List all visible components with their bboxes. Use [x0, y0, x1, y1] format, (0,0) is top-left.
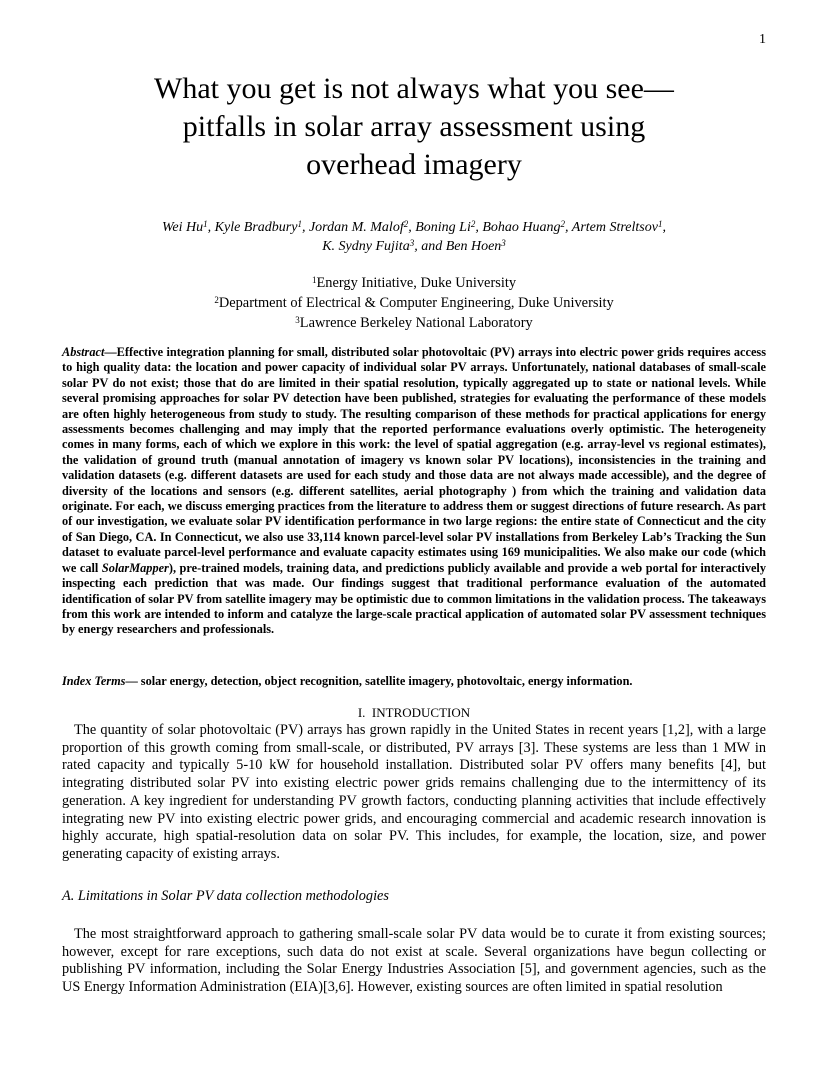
author-affiliation-mark: 2	[403, 219, 409, 229]
page-number: 1	[759, 32, 766, 47]
index-terms-text: — solar energy, detection, object recognition, satellite imagery, photovoltaic, energy information.	[125, 674, 633, 688]
author	[482, 220, 565, 235]
index-terms-label: Index Terms	[62, 674, 126, 688]
author	[572, 220, 663, 235]
author-affiliation-mark: 2	[470, 219, 476, 229]
author-name: K. Sydny Fujita	[322, 239, 410, 254]
abstract-text-1: —Effective integration planning for small, distributed solar photovoltaic (PV) arrays into electric power grids requires access to high quality data: the location and power capacity of individual solar PV arrays. Unfortunately, national databases of small-scale solar PV do not exist; those that do are limited in their spatial resolution, typically aggregated up to state or national levels. While several promising approaches for solar PV detection have been published, strategies for evaluating the performance of these models are often highly heterogeneous from study to study. The resulting comparison of these methods for practical applications for energy assessments becomes challenging and may imply that the reported performance evaluations overly optimistic. The heterogeneity comes in many forms, each of which we explore in this work: the level of spatial aggregation (e.g. array-level vs regional estimates), the validation of ground truth (manual annotation of imagery vs known solar PV locations), inconsistencies in the training and validation datasets (e.g. different datasets are used for each study and those data are not always made accessible), and the degree of diversity of the locations and sensors (e.g. different satellites, aerial photography ) from which the training and validation data originate. For each, we discuss emerging practices from the literature to address them or suggest directions of future research. As part of our investigation, we evaluate solar PV identification performance in two large regions: the entire state of Connecticut and the city of San Diego, CA. In Connecticut, we also use 33,114 known parcel-level solar PV installations from Berkeley Lab’s Tracking the Sun dataset to evaluate parcel-level performance and evaluate capacity estimates using 169 municipalities. We also make our code (which we call	[62, 345, 766, 575]
title-line-3: overhead imagery	[306, 148, 522, 181]
author	[322, 239, 414, 254]
author-affiliation-mark: 3	[501, 238, 506, 248]
author	[162, 220, 208, 235]
section-heading-introduction: I. INTRODUCTION	[357, 705, 471, 720]
author	[415, 220, 475, 235]
limitations-paragraph: The most straightforward approach to gathering small-scale solar PV data would be to curate it from existing sources; however, except for rare exceptions, such data do not exist at scale. Several organizations have begun collecting or publishing PV information, including the Solar Energy Industries Association [5], and government agencies, such as the US Energy Information Administration (EIA)[3,6]. However, existing sources are often limited in spatial resolution	[62, 926, 766, 996]
author-affiliation-mark: 2	[560, 219, 566, 229]
paper-title	[0, 70, 828, 184]
affiliation-3: $^3$Lawrence Berkeley National Laboratory	[295, 315, 533, 331]
abstract-text-2: ), pre-trained models, training data, and predictions publicly available and provide a web portal for interactively inspecting each prediction that was made. Our findings suggest that traditional performance evaluation of the automated identification of solar PV from satellite imagery may be optimistic due to common limitations in the validation process. The takeaways from this work are intended to inform and catalyze the large-scale practical application of automated solar PV assessment techniques by energy researchers and professionals.	[62, 560, 766, 637]
product-name: SolarMapper	[101, 560, 169, 575]
title-line-1: What you get is not always what you see—	[154, 72, 674, 105]
author	[446, 239, 506, 254]
author	[309, 220, 408, 235]
introduction-paragraph: The quantity of solar photovoltaic (PV) arrays has grown rapidly in the United States in recent years [1,2], with a large proportion of this growth coming from small-scale, or distributed, PV arrays [3]. These systems are less than 1 MW in rated capacity and typically 5-10 kW for household installation. Distributed solar PV offers many benefits [4], but integrating distributed solar PV into existing electric power grids remains challenging due to the intermittency of its generation. A key ingredient for understanding PV growth factors, conducting planning activities that include effectively integrating new PV into existing electric power grids, and encouraging commercial and academic research innovation is highly accurate, high spatial-resolution data on solar PV. This includes, for example, the location, size, and power generating capacity of existing arrays.	[62, 722, 766, 862]
author-affiliation-mark: 3	[409, 238, 415, 248]
affiliation-list	[0, 273, 828, 333]
author-affiliation-mark: 1	[657, 219, 663, 229]
author-list: Wei Hu$^1$, Kyle Bradbury$^1$, Jordan M. Malof$^2$, Boning Li$^2$, Bohao Huang$^2$, Artem Streltsov$^1$, K. Sydny Fujita$^3$, and Ben Hoen$^3$	[162, 219, 666, 254]
author-affiliation-mark: 1	[297, 219, 302, 229]
abstract	[62, 345, 766, 638]
author-name: Boning Li	[415, 220, 471, 235]
affiliation-2: $^2$Department of Electrical & Computer Engineering, Duke University	[214, 295, 614, 311]
author-name: Ben Hoen	[445, 239, 502, 254]
abstract-label: Abstract	[62, 345, 105, 359]
affiliation-1: $^1$Energy Initiative, Duke University	[311, 275, 517, 291]
author-name: Artem Streltsov	[571, 220, 658, 235]
author-name: Bohao Huang	[482, 220, 561, 235]
title-line-2: pitfalls in solar array assessment using	[182, 110, 646, 143]
author-name: Wei Hu	[162, 220, 204, 235]
author	[215, 220, 302, 235]
author-name: Jordan M. Malof	[308, 220, 404, 235]
author-affiliation-mark: 1	[203, 219, 208, 229]
author-name: Kyle Bradbury	[214, 220, 298, 235]
subsection-heading-limitations: A. Limitations in Solar PV data collection methodologies	[62, 888, 389, 904]
index-terms	[62, 673, 766, 689]
